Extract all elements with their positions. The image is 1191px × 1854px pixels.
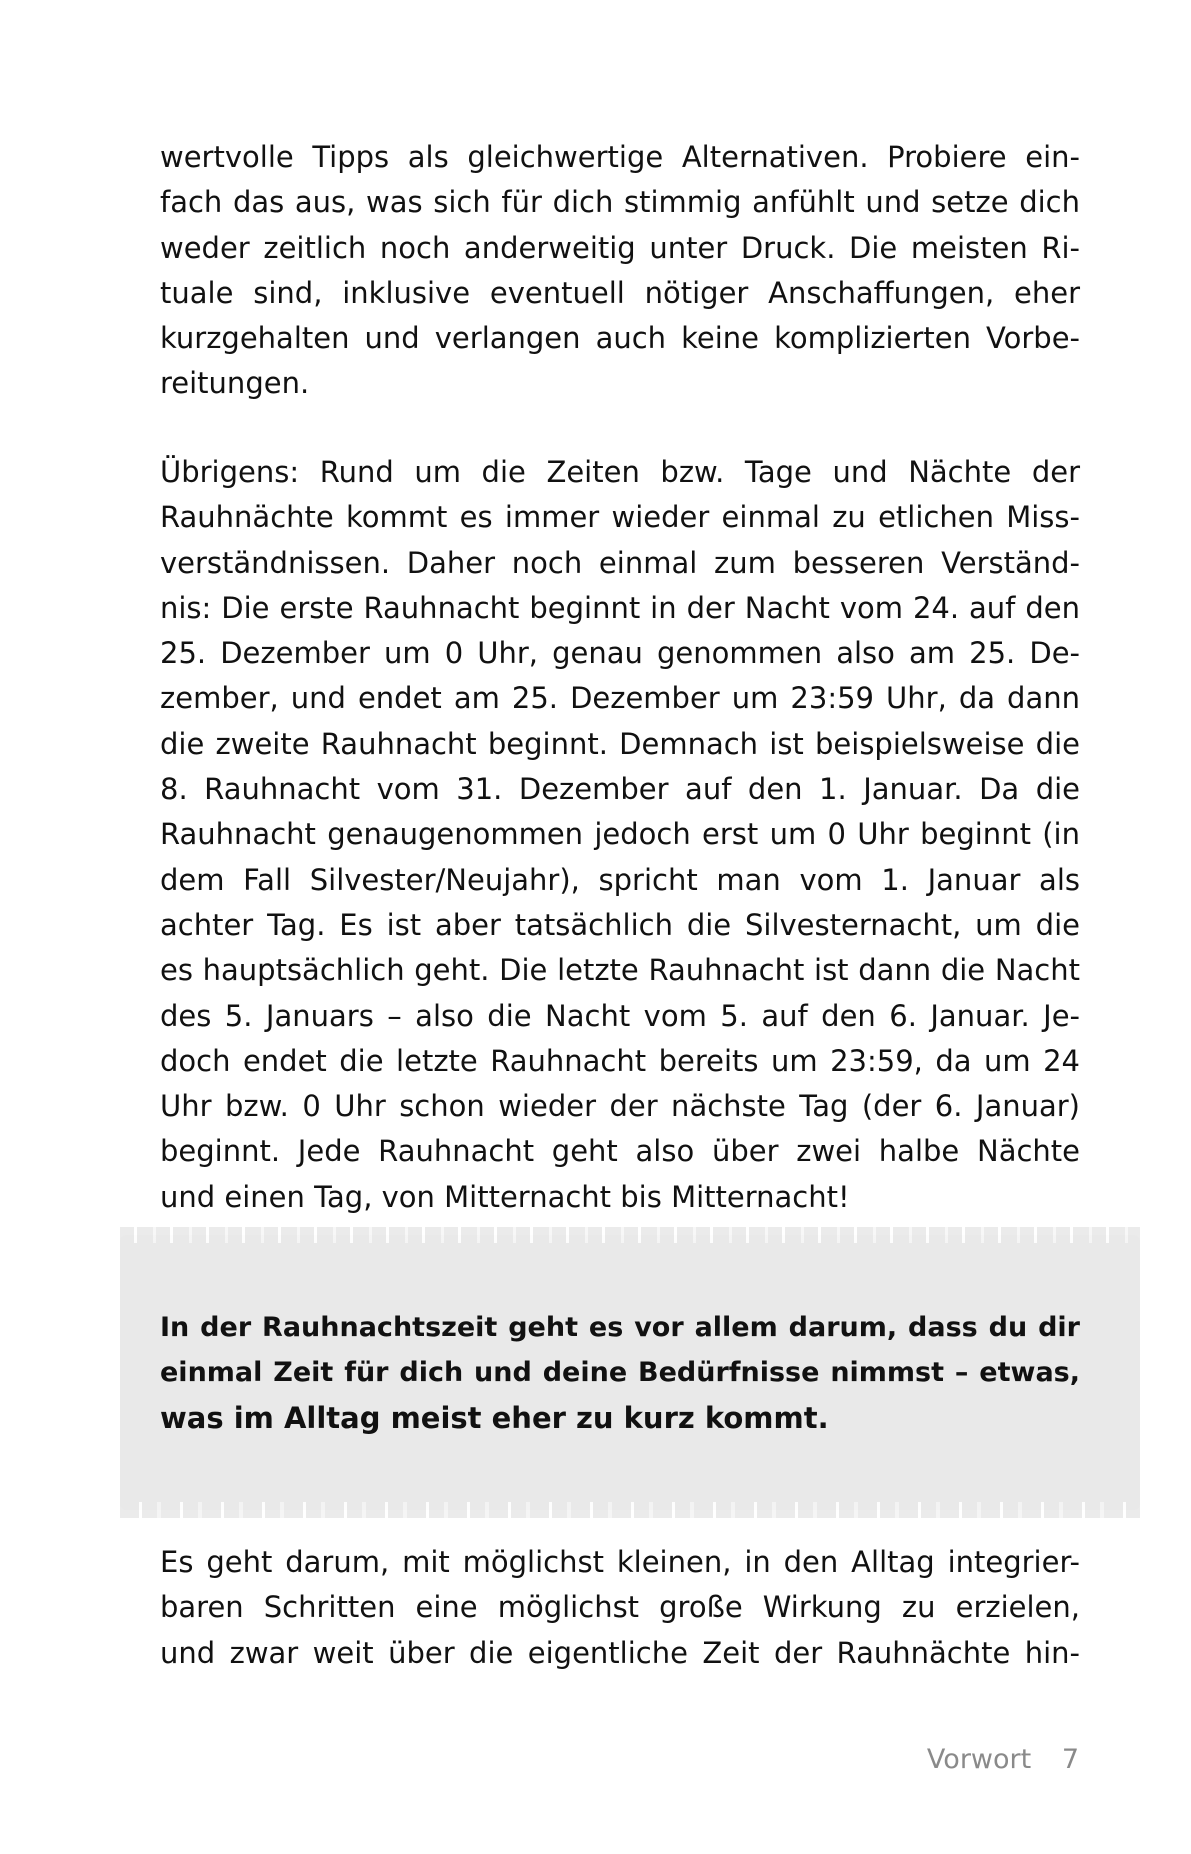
text-line: des 5. Januars – also die Nacht vom 5. auf den 6. Januar. Je-	[160, 998, 1080, 1033]
text-line: die zweite Rauhnacht beginnt. Demnach ist beispielsweise die	[160, 726, 1080, 761]
text-line: zember, und endet am 25. Dezember um 23:59 Uhr, da dann	[160, 681, 1080, 716]
text-line: und einen Tag, von Mitternacht bis Mitternacht!	[160, 1179, 850, 1214]
callout-brush-edge-top	[120, 1227, 1140, 1243]
text-line: kurzgehalten und verlangen auch keine komplizierten Vorbe-	[160, 321, 1080, 356]
paragraph-1	[160, 135, 1080, 407]
text-line: achter Tag. Es ist aber tatsächlich die Silvesternacht, um die	[160, 907, 1080, 942]
text-line: verständnissen. Daher noch einmal zum besseren Verständ-	[160, 545, 1080, 580]
text-line: doch endet die letzte Rauhnacht bereits um 23:59, da um 24	[160, 1043, 1080, 1078]
callout-brush-edge-bottom	[120, 1502, 1140, 1518]
text-line: 8. Rauhnacht vom 31. Dezember auf den 1. Januar. Da die	[160, 772, 1080, 807]
text-line: weder zeitlich noch anderweitig unter Druck. Die meisten Ri-	[160, 230, 1080, 265]
text-line: Rauhnächte kommt es immer wieder einmal zu etlichen Miss-	[160, 500, 1080, 535]
callout-line: was im Alltag meist eher zu kurz kommt.	[160, 1400, 829, 1435]
text-line: baren Schritten eine möglichst große Wirkung zu erzielen,	[160, 1590, 1080, 1625]
text-line: dem Fall Silvester/Neujahr), spricht man vom 1. Januar als	[160, 862, 1080, 897]
callout-quote	[160, 1305, 1080, 1441]
text-line: Uhr bzw. 0 Uhr schon wieder der nächste Tag (der 6. Januar)	[160, 1089, 1080, 1124]
footer-section-title: Vorwort	[926, 1744, 1032, 1775]
text-line: fach das aus, was sich für dich stimmig anfühlt und setze dich	[160, 185, 1080, 220]
text-line: tuale sind, inklusive eventuell nötiger Anschaffungen, eher	[160, 275, 1080, 310]
text-line: Übrigens: Rund um die Zeiten bzw. Tage und Nächte der	[160, 455, 1080, 489]
text-line: beginnt. Jede Rauhnacht geht also über zwei halbe Nächte	[160, 1134, 1080, 1169]
text-line: 25. Dezember um 0 Uhr, genau genommen also am 25. De-	[160, 636, 1080, 671]
page-footer	[927, 1744, 1079, 1775]
text-line: Rauhnacht genaugenommen jedoch erst um 0 Uhr beginnt (in	[160, 817, 1080, 852]
text-line: nis: Die erste Rauhnacht beginnt in der Nacht vom 24. auf den	[160, 590, 1080, 625]
page-number: 7	[1061, 1744, 1079, 1775]
text-line: wertvolle Tipps als gleichwertige Alternativen. Probiere ein-	[160, 140, 1080, 174]
callout-line: einmal Zeit für dich und deine Bedürfnisse nimmst – etwas,	[160, 1357, 1080, 1389]
text-line: es hauptsächlich geht. Die letzte Rauhnacht ist dann die Nacht	[160, 953, 1080, 988]
paragraph-3	[160, 1540, 1080, 1676]
text-line: reitungen.	[160, 366, 310, 401]
text-line: Es geht darum, mit möglichst kleinen, in den Alltag integrier-	[160, 1545, 1080, 1579]
callout-line: In der Rauhnachtszeit geht es vor allem darum, dass du dir	[160, 1312, 1080, 1343]
text-line: und zwar weit über die eigentliche Zeit der Rauhnächte hin-	[160, 1635, 1080, 1670]
paragraph-2	[160, 450, 1080, 1220]
